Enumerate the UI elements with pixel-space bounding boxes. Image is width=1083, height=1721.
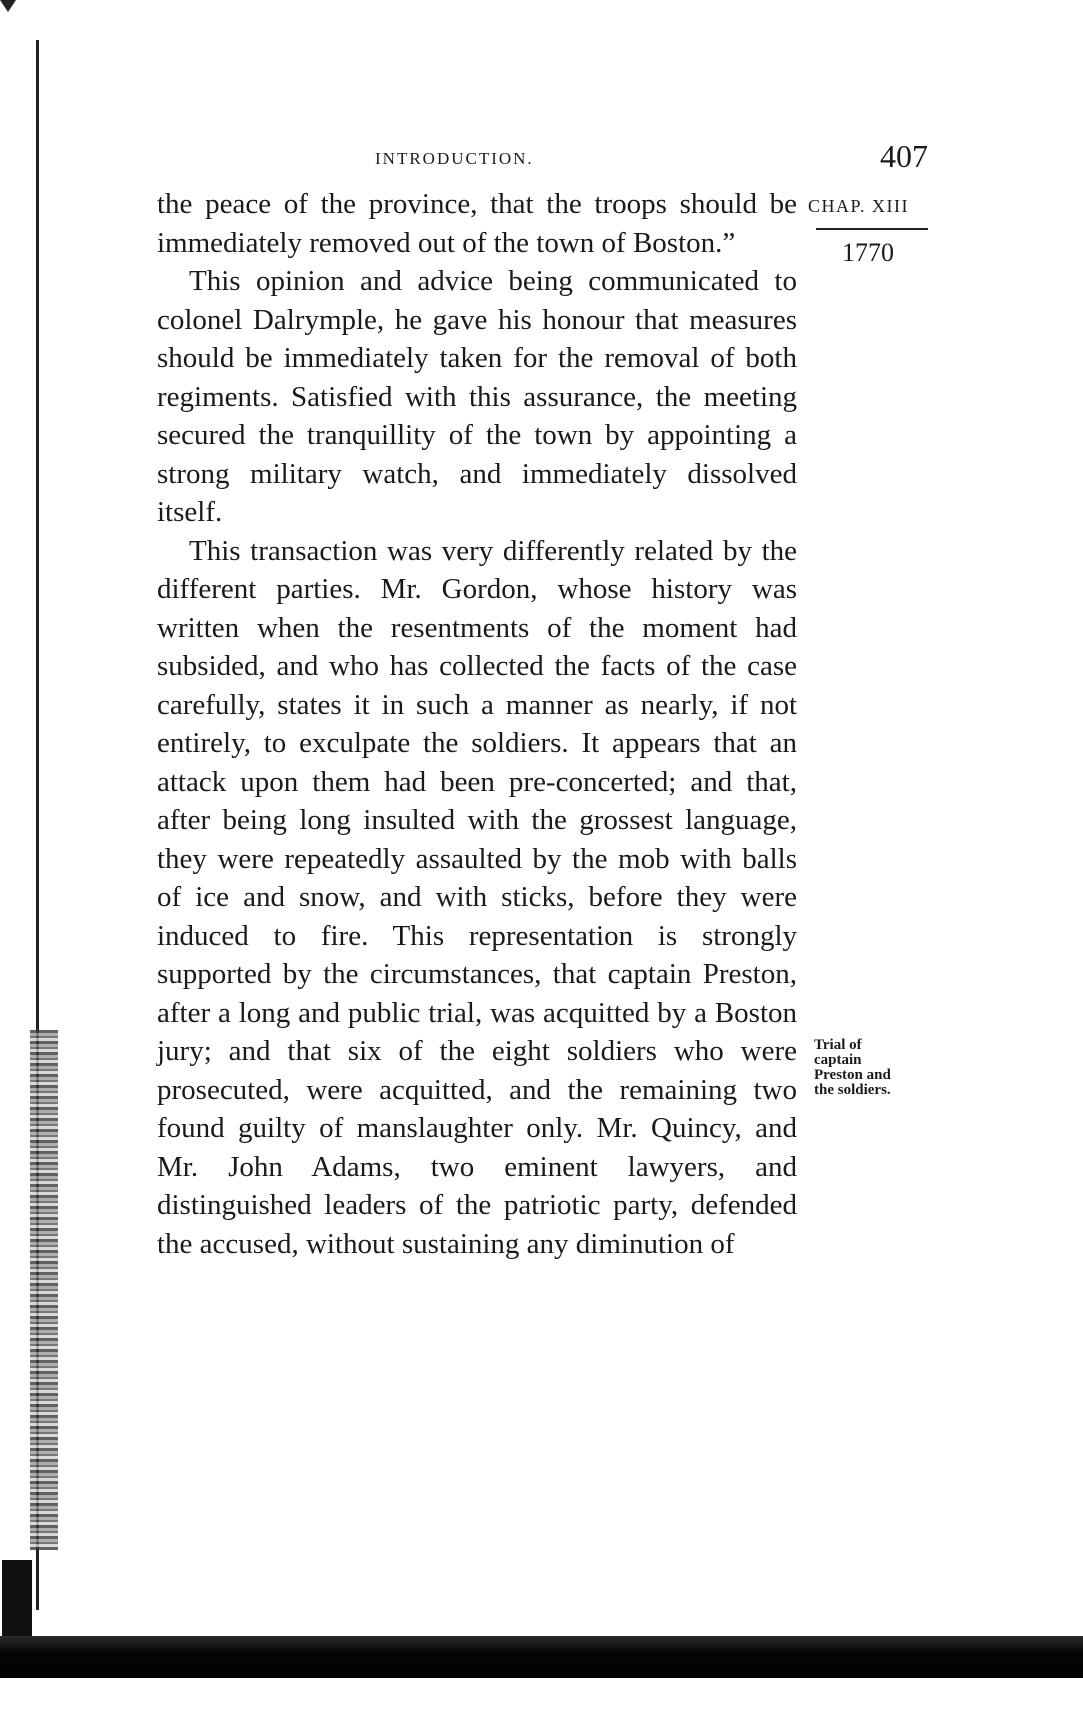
- paragraph-dalrymple: This opinion and advice being communicated to colonel Dalrymple, he gave his honour that measures should be immediately taken for the removal of both regiments. Satisfied with this assurance, the meeting secured the tranquillity of the town by appointing a strong military watch, and immediately dissolved itself.: [157, 265, 797, 528]
- paragraph-transaction: This transaction was very differently related by the different parties. Mr. Gordon, whose history was written when the resentments of the moment had subsided, and who has collected the facts of the case carefully, states it in such a manner as nearly, if not entirely, to exculpate the soldiers. It appears that an attack upon them had been pre-concerted; and that, after being long insulted with the grossest language, they were repeatedly assaulted by the mob with balls of ice and snow, and with sticks, before they were induced to fire. This representation is strongly supported by the circumstances, that captain Preston, after a long and public trial, was acquitted by a Boston jury; and that six of the eight soldiers who were prosecuted, were acquitted, and the remaining two found guilty of manslaughter only. Mr. Quincy, and Mr. John Adams, two eminent lawyers, and distinguished leaders of the patriotic party, defended the accused, without sustaining any diminution of: [157, 534, 797, 1260]
- sidenote-line: Trial of: [814, 1037, 862, 1053]
- binding-shadow: [30, 1030, 58, 1550]
- sidenote-line: Preston and: [814, 1067, 891, 1083]
- page-number: 407: [880, 138, 928, 174]
- sidenote-line: captain: [814, 1052, 862, 1068]
- running-head: INTRODUCTION.: [375, 149, 534, 168]
- scan-corner-mark: [0, 0, 16, 12]
- margin-rule: [816, 228, 928, 230]
- sidenote-line: the soldiers.: [814, 1082, 891, 1098]
- year-marker: 1770: [842, 238, 894, 267]
- body-text: [157, 185, 797, 1263]
- chapter-marker: CHAP. XIII: [808, 196, 910, 216]
- paragraph-continued: the peace of the province, that the troops should be immediately removed out of the town of Boston.”: [157, 188, 797, 259]
- sidenote-trial: [814, 1038, 934, 1098]
- scan-bottom-edge: [0, 1636, 1083, 1678]
